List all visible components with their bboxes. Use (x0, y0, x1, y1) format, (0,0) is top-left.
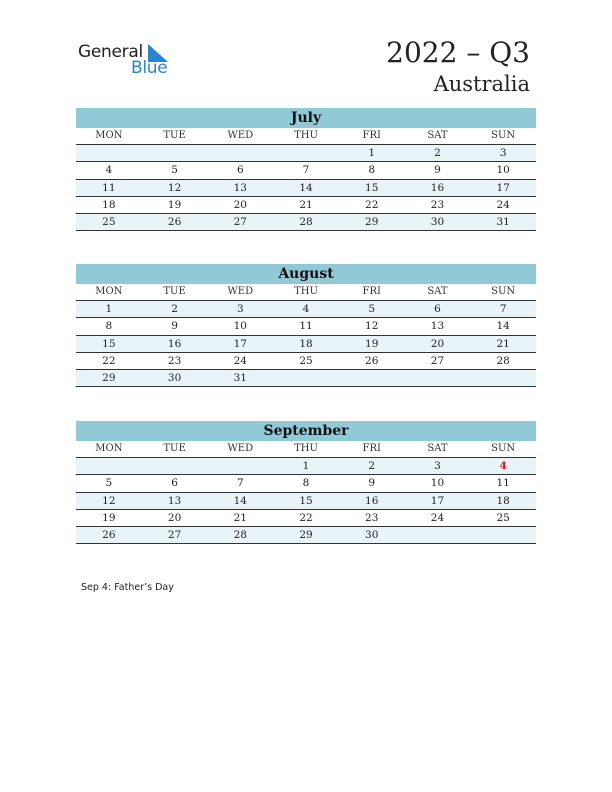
day-cell: 9 (434, 164, 441, 177)
day-cell: 20 (430, 337, 445, 350)
week-row (76, 301, 536, 318)
week-row (76, 370, 536, 387)
holiday-note: Sep 4: Father’s Day (81, 582, 174, 593)
day-cell: 8 (368, 164, 376, 177)
day-cell: 7 (302, 164, 310, 177)
week-row (76, 458, 536, 475)
month-calendar-august (76, 264, 536, 387)
day-cell: 26 (167, 216, 182, 229)
day-cell: 16 (167, 337, 182, 350)
day-cell: 18 (496, 494, 510, 507)
weekday-label: TUE (163, 286, 186, 297)
week-row (76, 162, 536, 179)
day-cell (470, 527, 536, 543)
day-cell: 26 (102, 529, 116, 542)
day-cell (207, 458, 273, 474)
day-cell: 27 (233, 216, 247, 229)
day-cell: 13 (167, 494, 182, 507)
month-calendar-september (76, 421, 536, 544)
day-cell: 18 (102, 198, 116, 211)
day-cell: 25 (496, 511, 510, 524)
day-cell: 5 (368, 303, 376, 315)
day-cell: 17 (233, 337, 247, 350)
day-cell: 13 (430, 320, 445, 333)
month-name: July (76, 108, 536, 128)
weekday-header-row (76, 441, 536, 458)
day-cell: 15 (365, 181, 379, 194)
day-cell: 14 (299, 181, 313, 194)
weekday-label: WED (227, 286, 254, 297)
weekday-label: SAT (427, 130, 448, 141)
day-cell (470, 370, 536, 386)
weekday-label: FRI (362, 286, 381, 297)
day-cell: 9 (368, 477, 376, 490)
day-cell: 4 (302, 303, 310, 315)
day-cell: 18 (299, 337, 313, 350)
month-name: August (76, 264, 536, 284)
day-cell: 11 (102, 181, 116, 194)
day-cell: 22 (102, 354, 116, 367)
day-cell (76, 458, 142, 474)
day-cell: 16 (365, 494, 379, 507)
week-row (76, 318, 536, 335)
month-calendar-july (76, 108, 536, 231)
week-row (76, 214, 536, 231)
day-cell: 25 (299, 354, 313, 367)
day-cell: 7 (499, 303, 507, 315)
day-cell: 23 (365, 511, 379, 524)
day-cell: 2 (434, 147, 441, 159)
day-cell: 3 (499, 147, 507, 159)
page-title: 2022 – Q3 (386, 36, 530, 69)
day-cell: 1 (302, 460, 310, 472)
day-cell: 12 (167, 181, 182, 194)
day-cell: 23 (430, 198, 445, 211)
day-cell: 14 (496, 320, 510, 333)
day-cell: 30 (365, 529, 379, 542)
weekday-label: SAT (427, 443, 448, 454)
day-cell (142, 458, 208, 474)
day-cell (76, 145, 142, 161)
day-cell: 1 (105, 303, 113, 315)
weekday-label: MON (95, 286, 123, 297)
logo-blue-text: Blue (131, 58, 168, 78)
day-cell: 10 (233, 320, 247, 333)
day-cell: 28 (496, 354, 510, 367)
day-cell: 11 (299, 320, 313, 333)
weekday-label: SUN (491, 286, 516, 297)
day-cell: 22 (299, 511, 313, 524)
weekday-label: MON (95, 443, 123, 454)
day-cell (273, 370, 339, 386)
day-cell: 27 (430, 354, 445, 367)
weekday-label: THU (294, 130, 318, 141)
day-cell: 30 (430, 216, 445, 229)
day-cell: 20 (233, 198, 247, 211)
weekday-label: THU (294, 443, 318, 454)
day-cell: 21 (299, 198, 313, 211)
day-cell-holiday: 4 (499, 460, 507, 472)
weekday-header-row (76, 284, 536, 301)
day-cell: 28 (299, 216, 313, 229)
day-cell: 10 (430, 477, 445, 490)
week-row (76, 180, 536, 197)
weekday-header-row (76, 128, 536, 145)
weekday-label: SAT (427, 286, 448, 297)
day-cell: 6 (434, 303, 441, 315)
day-cell: 6 (171, 477, 178, 490)
country-name: Australia (433, 72, 530, 96)
day-cell: 31 (496, 216, 510, 229)
day-cell: 31 (233, 372, 247, 385)
week-row (76, 353, 536, 370)
week-row (76, 527, 536, 544)
day-cell: 29 (365, 216, 379, 229)
day-cell: 3 (434, 460, 441, 472)
weekday-label: WED (227, 130, 254, 141)
day-cell: 21 (233, 511, 247, 524)
day-cell: 12 (102, 494, 116, 507)
day-cell: 9 (171, 320, 178, 333)
weekday-label: TUE (163, 443, 186, 454)
day-cell: 2 (368, 460, 376, 472)
day-cell: 29 (299, 529, 313, 542)
day-cell: 17 (430, 494, 445, 507)
day-cell (273, 145, 339, 161)
weekday-label: MON (95, 130, 123, 141)
week-row (76, 510, 536, 527)
day-cell: 1 (368, 147, 376, 159)
day-cell: 24 (430, 511, 445, 524)
weekday-label: FRI (362, 130, 381, 141)
day-cell: 30 (167, 372, 182, 385)
weekday-label: TUE (163, 130, 186, 141)
day-cell: 10 (496, 164, 510, 177)
weekday-label: FRI (362, 443, 381, 454)
day-cell: 5 (171, 164, 178, 177)
day-cell: 2 (171, 303, 178, 315)
week-row (76, 145, 536, 162)
day-cell: 24 (233, 354, 247, 367)
day-cell (339, 370, 405, 386)
weekday-label: THU (294, 286, 318, 297)
day-cell: 16 (430, 181, 445, 194)
day-cell: 5 (105, 477, 113, 490)
week-row (76, 197, 536, 214)
logo-general-text: General (78, 42, 143, 62)
day-cell: 15 (102, 337, 116, 350)
day-cell: 15 (299, 494, 313, 507)
day-cell: 8 (105, 320, 113, 333)
day-cell: 19 (365, 337, 379, 350)
day-cell: 3 (236, 303, 244, 315)
day-cell: 17 (496, 181, 510, 194)
day-cell: 29 (102, 372, 116, 385)
day-cell: 24 (496, 198, 510, 211)
day-cell: 22 (365, 198, 379, 211)
weekday-label: WED (227, 443, 254, 454)
day-cell: 26 (365, 354, 379, 367)
day-cell (207, 145, 273, 161)
day-cell: 7 (236, 477, 244, 490)
day-cell: 13 (233, 181, 247, 194)
day-cell: 27 (167, 529, 182, 542)
day-cell: 6 (236, 164, 244, 177)
week-row (76, 475, 536, 492)
day-cell: 4 (105, 164, 113, 177)
day-cell: 25 (102, 216, 116, 229)
month-name: September (76, 421, 536, 441)
day-cell: 11 (496, 477, 510, 490)
day-cell: 23 (167, 354, 182, 367)
day-cell: 19 (167, 198, 182, 211)
week-row (76, 336, 536, 353)
weekday-label: SUN (491, 443, 516, 454)
day-cell: 8 (302, 477, 310, 490)
day-cell (405, 370, 471, 386)
day-cell (142, 145, 208, 161)
day-cell: 14 (233, 494, 247, 507)
day-cell: 21 (496, 337, 510, 350)
day-cell: 20 (167, 511, 182, 524)
day-cell: 12 (365, 320, 379, 333)
week-row (76, 493, 536, 510)
weekday-label: SUN (491, 130, 516, 141)
day-cell: 28 (233, 529, 247, 542)
generalblue-logo (78, 42, 188, 82)
day-cell (405, 527, 471, 543)
day-cell: 19 (102, 511, 116, 524)
